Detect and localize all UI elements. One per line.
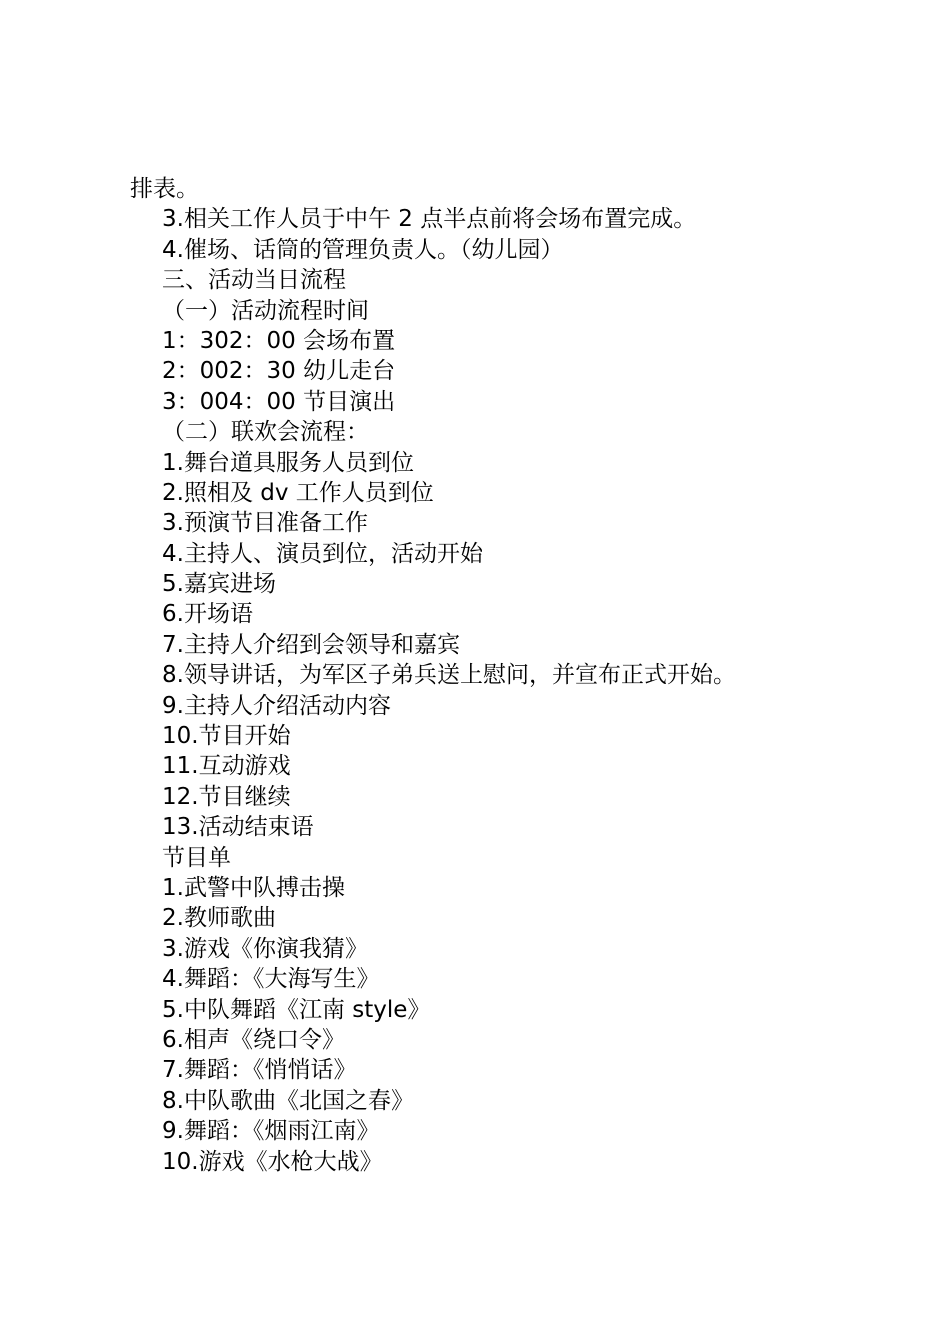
section-heading: 三、活动当日流程 [162, 267, 346, 294]
procedure-item: 9.主持人介绍活动内容 [162, 692, 391, 719]
procedure-item: 2.照相及 dv 工作人员到位 [162, 479, 434, 506]
procedure-item: 3.预演节目准备工作 [162, 510, 368, 537]
program-item: 1.武警中队搏击操 [162, 874, 345, 901]
procedure-item: 11.互动游戏 [162, 753, 291, 780]
document-body [130, 174, 830, 1177]
procedure-item: 7.主持人介绍到会领导和嘉宾 [162, 631, 460, 658]
procedure-item: 1.舞台道具服务人员到位 [162, 449, 414, 476]
text-line: 排表。 [130, 176, 199, 202]
program-item: 2.教师歌曲 [162, 905, 276, 932]
procedure-item: 13.活动结束语 [162, 814, 314, 841]
text-line: 4.催场、话筒的管理负责人。（幼儿园） [162, 236, 564, 263]
subsection-heading: （二）联欢会流程： [162, 419, 369, 446]
program-item: 3.游戏《你演我猜》 [162, 935, 368, 962]
program-item: 7.舞蹈：《悄悄话》 [162, 1057, 357, 1084]
procedure-item: 8.领导讲话，为军区子弟兵送上慰问，并宣布正式开始。 [162, 662, 736, 689]
subsection-heading: （一）活动流程时间 [162, 297, 369, 324]
text-line: 3.相关工作人员于中午 2 点半点前将会场布置完成。 [162, 206, 697, 233]
program-item: 9.舞蹈：《烟雨江南》 [162, 1118, 380, 1145]
schedule-item: 1：302：00 会场布置 [162, 327, 396, 354]
program-list-heading: 节目单 [162, 844, 231, 871]
schedule-item: 2：002：30 幼儿走台 [162, 358, 396, 385]
schedule-item: 3：004：00 节目演出 [162, 388, 396, 415]
procedure-item: 6.开场语 [162, 601, 253, 628]
program-item: 10.游戏《水枪大战》 [162, 1148, 383, 1175]
procedure-item: 10.节目开始 [162, 723, 291, 750]
procedure-item: 4.主持人、演员到位，活动开始 [162, 540, 483, 567]
procedure-item: 5.嘉宾进场 [162, 571, 276, 598]
program-item: 6.相声《绕口令》 [162, 1026, 345, 1053]
program-item: 8.中队歌曲《北国之春》 [162, 1087, 414, 1114]
program-item: 5.中队舞蹈《江南 style》 [162, 996, 431, 1023]
procedure-item: 12.节目继续 [162, 783, 291, 810]
program-item: 4.舞蹈：《大海写生》 [162, 966, 380, 993]
